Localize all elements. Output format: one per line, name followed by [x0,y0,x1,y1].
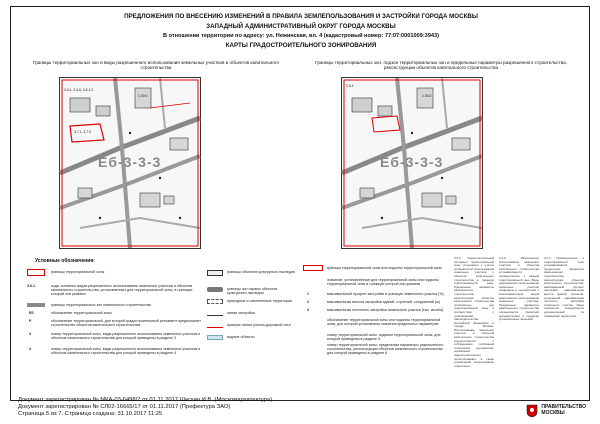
left-map-label-2: 3.7.1, 3.7.0 [74,130,91,134]
logo-line-1: ПРАВИТЕЛЬСТВО [541,404,586,411]
legend2-item-1: границы объектов культурного наследия [227,270,295,274]
notes-col-b: 3.3.3. Разрешенное использование земельных участков и объектов капитального строительства устанавливается применительно к каждой территориальной зоне. Виды разрешенного использования земельных участков приведены в соответствии с классификатором видов разрешенного использования земельных участков. Предельные параметры разрешенного строительства определяются проектной документацией в пределах установленных значений. [499,256,540,322]
legend3-item-5: максимальная плотность застройки земельного участка (тыс. кв.м/га) [327,308,444,312]
legend3-item-2: значение, установленные для территориальной зоны или подзоны территориальной зоны в границах которой они указаны [327,278,439,287]
legend-item-6: номер территориальной зоны, виды разрешенного использования земельных участков и объектов капитального строительства для которой приведены в разделе 3 [51,332,201,341]
right-map-title: Границы территориальных зон, подзон территориальных зон и предельные параметры разрешенного строительства, реконструкции объектов капитального строительства [315,60,567,71]
legend-code-8: 3 [307,308,309,312]
left-map-title: Границы территориальных зон и виды разрешенного использования земельных участков и объектов капитального строительства [32,60,280,71]
header-subtitle: КАРТЫ ГРАДОСТРОИТЕЛЬНОГО ЗОНИРОВАНИЯ [225,42,377,49]
left-map-label-1: 3.6.1, 3.4.6, 3.5.1.0 [64,88,94,92]
legend2-item-5: красные линии улично-дорожной сети [227,323,291,327]
legend-code-5: 4 [29,347,31,351]
legend-item-4: обозначение территориальной зоны [51,311,112,315]
government-logo [526,404,586,418]
legend-swatch-protection [207,287,223,292]
legend-code-4: 3 [29,332,31,336]
legend3-item-4: максимальная высота застройки зданий, строений, сооружений (м) [327,300,440,304]
plan-sheet [10,6,590,401]
header-title: ПРЕДЛОЖЕНИЯ ПО ВНЕСЕНИЮ ИЗМЕНЕНИЙ В ПРАВИЛА ЗЕМЛЕПОЛЬЗОВАНИЯ И ЗАСТРОЙКИ ГОРОДА МОСКВЫ [124,13,478,20]
legend-swatch-zone-border [27,269,45,276]
notes-col-a: 3.3.2. Градостроительный регламент территориальной зоны установлен с учетом особенностей использования земельных участков и объектов капитального строительства в границах территориальной зоны. Предельные параметры разрешенного строительства, реконструкции объектов капитального строительства установлены для территориальной зоны в соответствии с требованиями законодательства Российской Федерации и города Москвы. Использование земельных участков и объектов капитального строительства осуществляется с соблюдением требований технических регламентов, нормативов градостроительного проектирования, а также ограничений использования территории. [454,256,494,368]
legend-item-3: границы территориальных зон капитального строительства [51,303,151,307]
legend3-item-7: номер территориальной зоны, подзоны территориальной зоны, для которой приведены в разделе 5 [327,333,441,342]
legend-swatch-red-lines [207,323,223,328]
legend-code-3: Р [29,319,32,323]
left-zoning-map[interactable] [59,77,201,249]
right-map-label-2: 1.00.0 [422,94,432,98]
legend-swatch-capital [27,303,45,307]
header-district: ЗАПАДНЫЙ АДМИНИСТРАТИВНЫЙ ОКРУГ ГОРОДА МОСКВЫ [206,23,396,30]
footer-registration-2: Документ зарегистрирован № СЛ02-16665/17 от 01.11.2017 (Префектура ЗАО) [18,404,231,410]
legend-code-1: 3.6.1 [27,284,35,288]
legend2-item-3: природные и озелененные территории [227,299,292,303]
legend-swatch-subzone [303,265,323,271]
legend2-item-6: водные объекты [227,335,255,339]
legend3-item-8: номер территориальной зоны, предельные параметры разрешенного строительства, реконструкции объектов капитального строительства для которой приведены в разделе 6 [327,343,444,356]
legend-swatch-building-line [207,311,223,316]
header-address: В отношении территории по адресу: ул. Нежинская, вл. 4 (кадастровый номер: 77:07:0001009:3943) [163,33,439,39]
legend3-item-6: обозначение территориальной зоны или подзоны территориальной зоны, для которой установлены значения предельных параметров [327,318,441,327]
legend-code-7: 2 [307,300,309,304]
legend-item-5: обозначение территориальной, для которой градостроительный регламент предполагает строительство объектов капитального строительства [51,319,201,328]
legend3-item-1: границы территориальной зоны или подзоны территориальной зоны [327,266,442,270]
legend-swatch-green [207,299,223,304]
legend-item-2: коды основных видов разрешенного использования земельных участков и объектов капитального строительства, установленных для территориальной зоны, в границах которой они указаны [51,284,193,297]
right-zoning-map[interactable] [341,77,483,249]
footer-registration-1: Документ зарегистрирован № МКА-03-6498/7 от 01.11.2017 Шескин И.В. (Москомархитектура) [18,397,273,403]
footer-page-info: Страница 5 из 7. Страница создана: 31.10.2017 11:25 [18,411,163,417]
left-map-zone-label: Еб-3-3-3 [98,154,162,170]
left-map-label-3: 1.00.0 [138,94,148,98]
legend2-item-4: линии застройки [227,311,255,315]
moscow-emblem-icon [526,404,538,418]
legend3-item-3: максимальный процент застройки в границах земельного участка (%) [327,292,444,296]
legend-swatch-water [207,335,223,340]
legend-swatch-heritage [207,270,223,276]
legend-code-2: Еб [29,311,34,315]
right-map-label-1: 2.6.1 [346,84,354,88]
legend-code-6: 1 [307,292,309,296]
legend-title: Условные обозначения: [35,258,95,264]
right-map-zone-label: Еб-3-3-3 [380,154,444,170]
legend-item-7: номер территориальной зоны, виды разрешенного использования земельных участков и объектов капитального строительства для которой приведены в разделе 4 [51,347,201,356]
legend2-item-2: границы зон охраны объектов культурного наследия [227,287,278,296]
notes-col-c: 3.3.4. Применительно к территориальной зоне устанавливаются предельные параметры разрешенного строительства, реконструкции объектов капитального строительства: максимальный процент застройки, максимальная высота зданий, строений, сооружений, максимальная плотность застройки земельного участка. Иные показатели определяются документацией по планировке территории. [544,256,584,318]
logo-line-2: МОСКВЫ [541,410,565,416]
legend-item-1: границы территориальной зоны [51,270,105,274]
